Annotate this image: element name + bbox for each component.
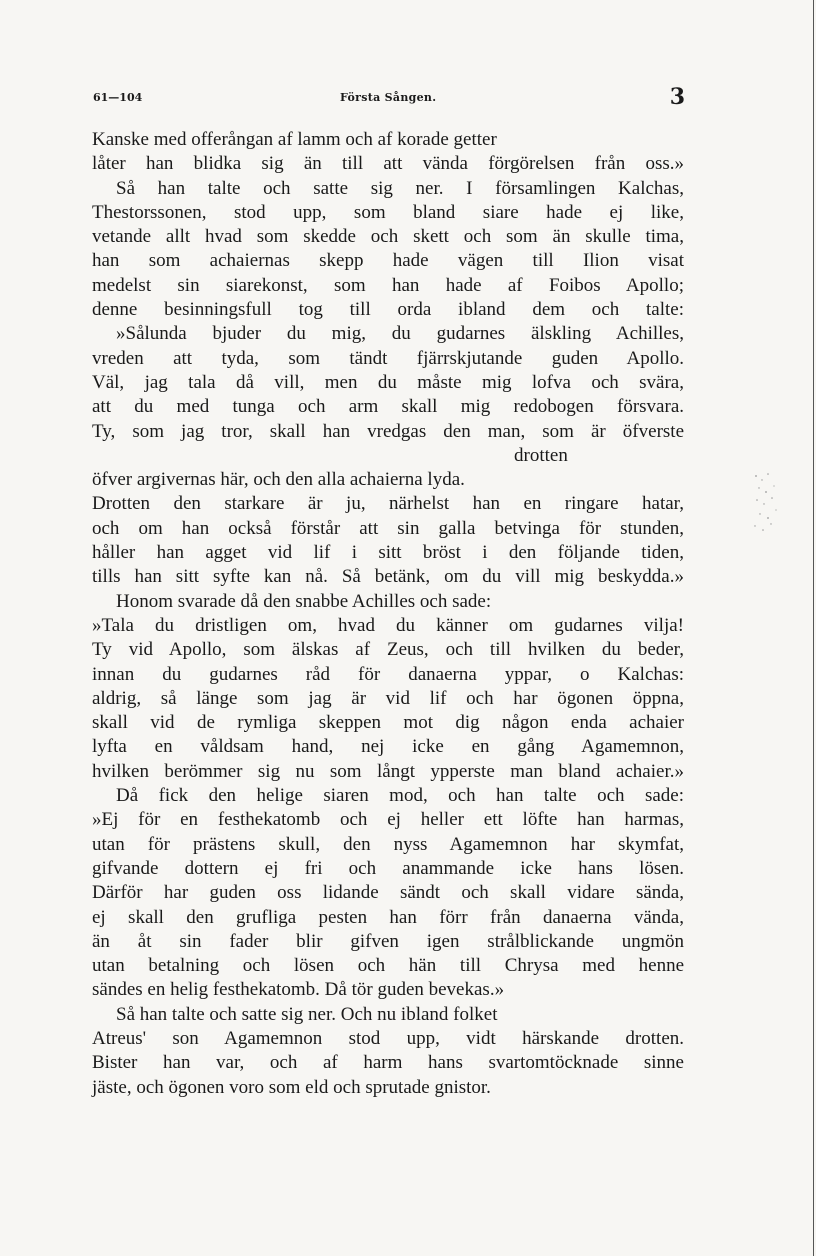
text-line: lyfta en våldsam hand, nej icke en gång Agamemnon,: [92, 736, 684, 758]
text-line: Thestorssonen, stod upp, som bland siare hade ej like,: [92, 201, 684, 223]
line-range: 61—104: [93, 91, 143, 104]
page-number: 3: [669, 84, 685, 110]
text-line: jäste, och ögonen voro som eld och sprutade gnistor.: [92, 1076, 491, 1098]
text-line: Kanske med offerångan af lamm och af korade getter: [92, 129, 497, 150]
running-header: [93, 84, 689, 110]
text-line: hvilken berömmer sig nu som långt ypperste man bland achaier.»: [92, 760, 684, 782]
text-line: Bister han var, och af harm hans svartomtöcknade sinne: [92, 1052, 684, 1074]
text-line: Väl, jag tala då vill, men du måste mig lofva och svära,: [92, 371, 684, 393]
text-line: Ty vid Apollo, som älskas af Zeus, och till hvilken du beder,: [92, 639, 684, 661]
text-line: utan för prästens skull, den nyss Agamemnon har skymfat,: [92, 833, 684, 855]
text-line: Atreus' son Agamemnon stod upp, vidt härskande drotten.: [92, 1027, 684, 1049]
text-line: »Tala du dristligen om, hvad du känner om gudarnes vilja!: [92, 614, 684, 636]
text-line: låter han blidka sig än till att vända förgörelsen från oss.»: [92, 153, 684, 175]
text-line: »Ej för en festhekatomb och ej heller ett löfte han harmas,: [92, 809, 684, 831]
text-line: han som achaiernas skepp hade vägen till Ilion visat: [92, 250, 684, 272]
chapter-title: Första Sången.: [340, 91, 437, 104]
text-line: att du med tunga och arm skall mig redobogen försvara.: [92, 396, 684, 418]
text-line: utan betalning och lösen och hän till Chrysa med henne: [92, 955, 684, 977]
text-line: tills han sitt syfte kan nå. Så betänk, om du vill mig beskydda.»: [92, 566, 684, 588]
text-line: denne besinningsfull tog till orda ibland dem och talte:: [92, 299, 684, 321]
text-line: Ty, som jag tror, skall han vredgas den man, som är öfverste: [92, 420, 684, 442]
text-line: håller han agget vid lif i sitt bröst i den följande tiden,: [92, 542, 684, 564]
text-line: drotten: [514, 444, 568, 466]
text-line: Därför har guden oss lidande sändt och skall vidare sända,: [92, 882, 684, 904]
text-line: innan du gudarnes råd för danaerna yppar, o Kalchas:: [92, 663, 684, 685]
text-line: skall vid de rymliga skeppen mot dig någon enda achaier: [92, 712, 684, 734]
text-line: vetande allt hvad som skedde och skett och som än skulle tima,: [92, 226, 684, 248]
text-line: än åt sin fader blir gifven igen strålblickande ungmön: [92, 930, 684, 952]
text-line: gifvande dottern ej fri och anammande icke hans lösen.: [92, 857, 684, 879]
text-line: vreden att tyda, som tändt fjärrskjutande guden Apollo.: [92, 347, 684, 369]
print-speckle: [748, 470, 788, 540]
text-line: »Sålunda bjuder du mig, du gudarnes älskling Achilles,: [116, 323, 684, 345]
text-line: och om han också förstår att sin galla betvinga för stunden,: [92, 517, 684, 539]
text-line: medelst sin siarekonst, som han hade af Foibos Apollo;: [92, 274, 684, 296]
text-line: Honom svarade då den snabbe Achilles och sade:: [116, 590, 492, 612]
page-edge: [813, 0, 814, 1256]
text-line: ej skall den grufliga pesten han förr från danaerna vända,: [92, 906, 684, 928]
text-line: Så han talte och satte sig ner. I församlingen Kalchas,: [116, 177, 684, 199]
poem-text: [92, 128, 684, 1100]
text-line: Drotten den starkare är ju, närhelst han en ringare hatar,: [92, 493, 684, 515]
text-line: aldrig, så länge som jag är vid lif och har ögonen öppna,: [92, 687, 684, 709]
text-line: Då fick den helige siaren mod, och han talte och sade:: [116, 785, 684, 807]
text-line: öfver argivernas här, och den alla achaierna lyda.: [92, 469, 465, 491]
text-line: sändes en helig festhekatomb. Då tör guden bevekas.»: [92, 979, 505, 1001]
text-line: Så han talte och satte sig ner. Och nu ibland folket: [116, 1003, 498, 1025]
